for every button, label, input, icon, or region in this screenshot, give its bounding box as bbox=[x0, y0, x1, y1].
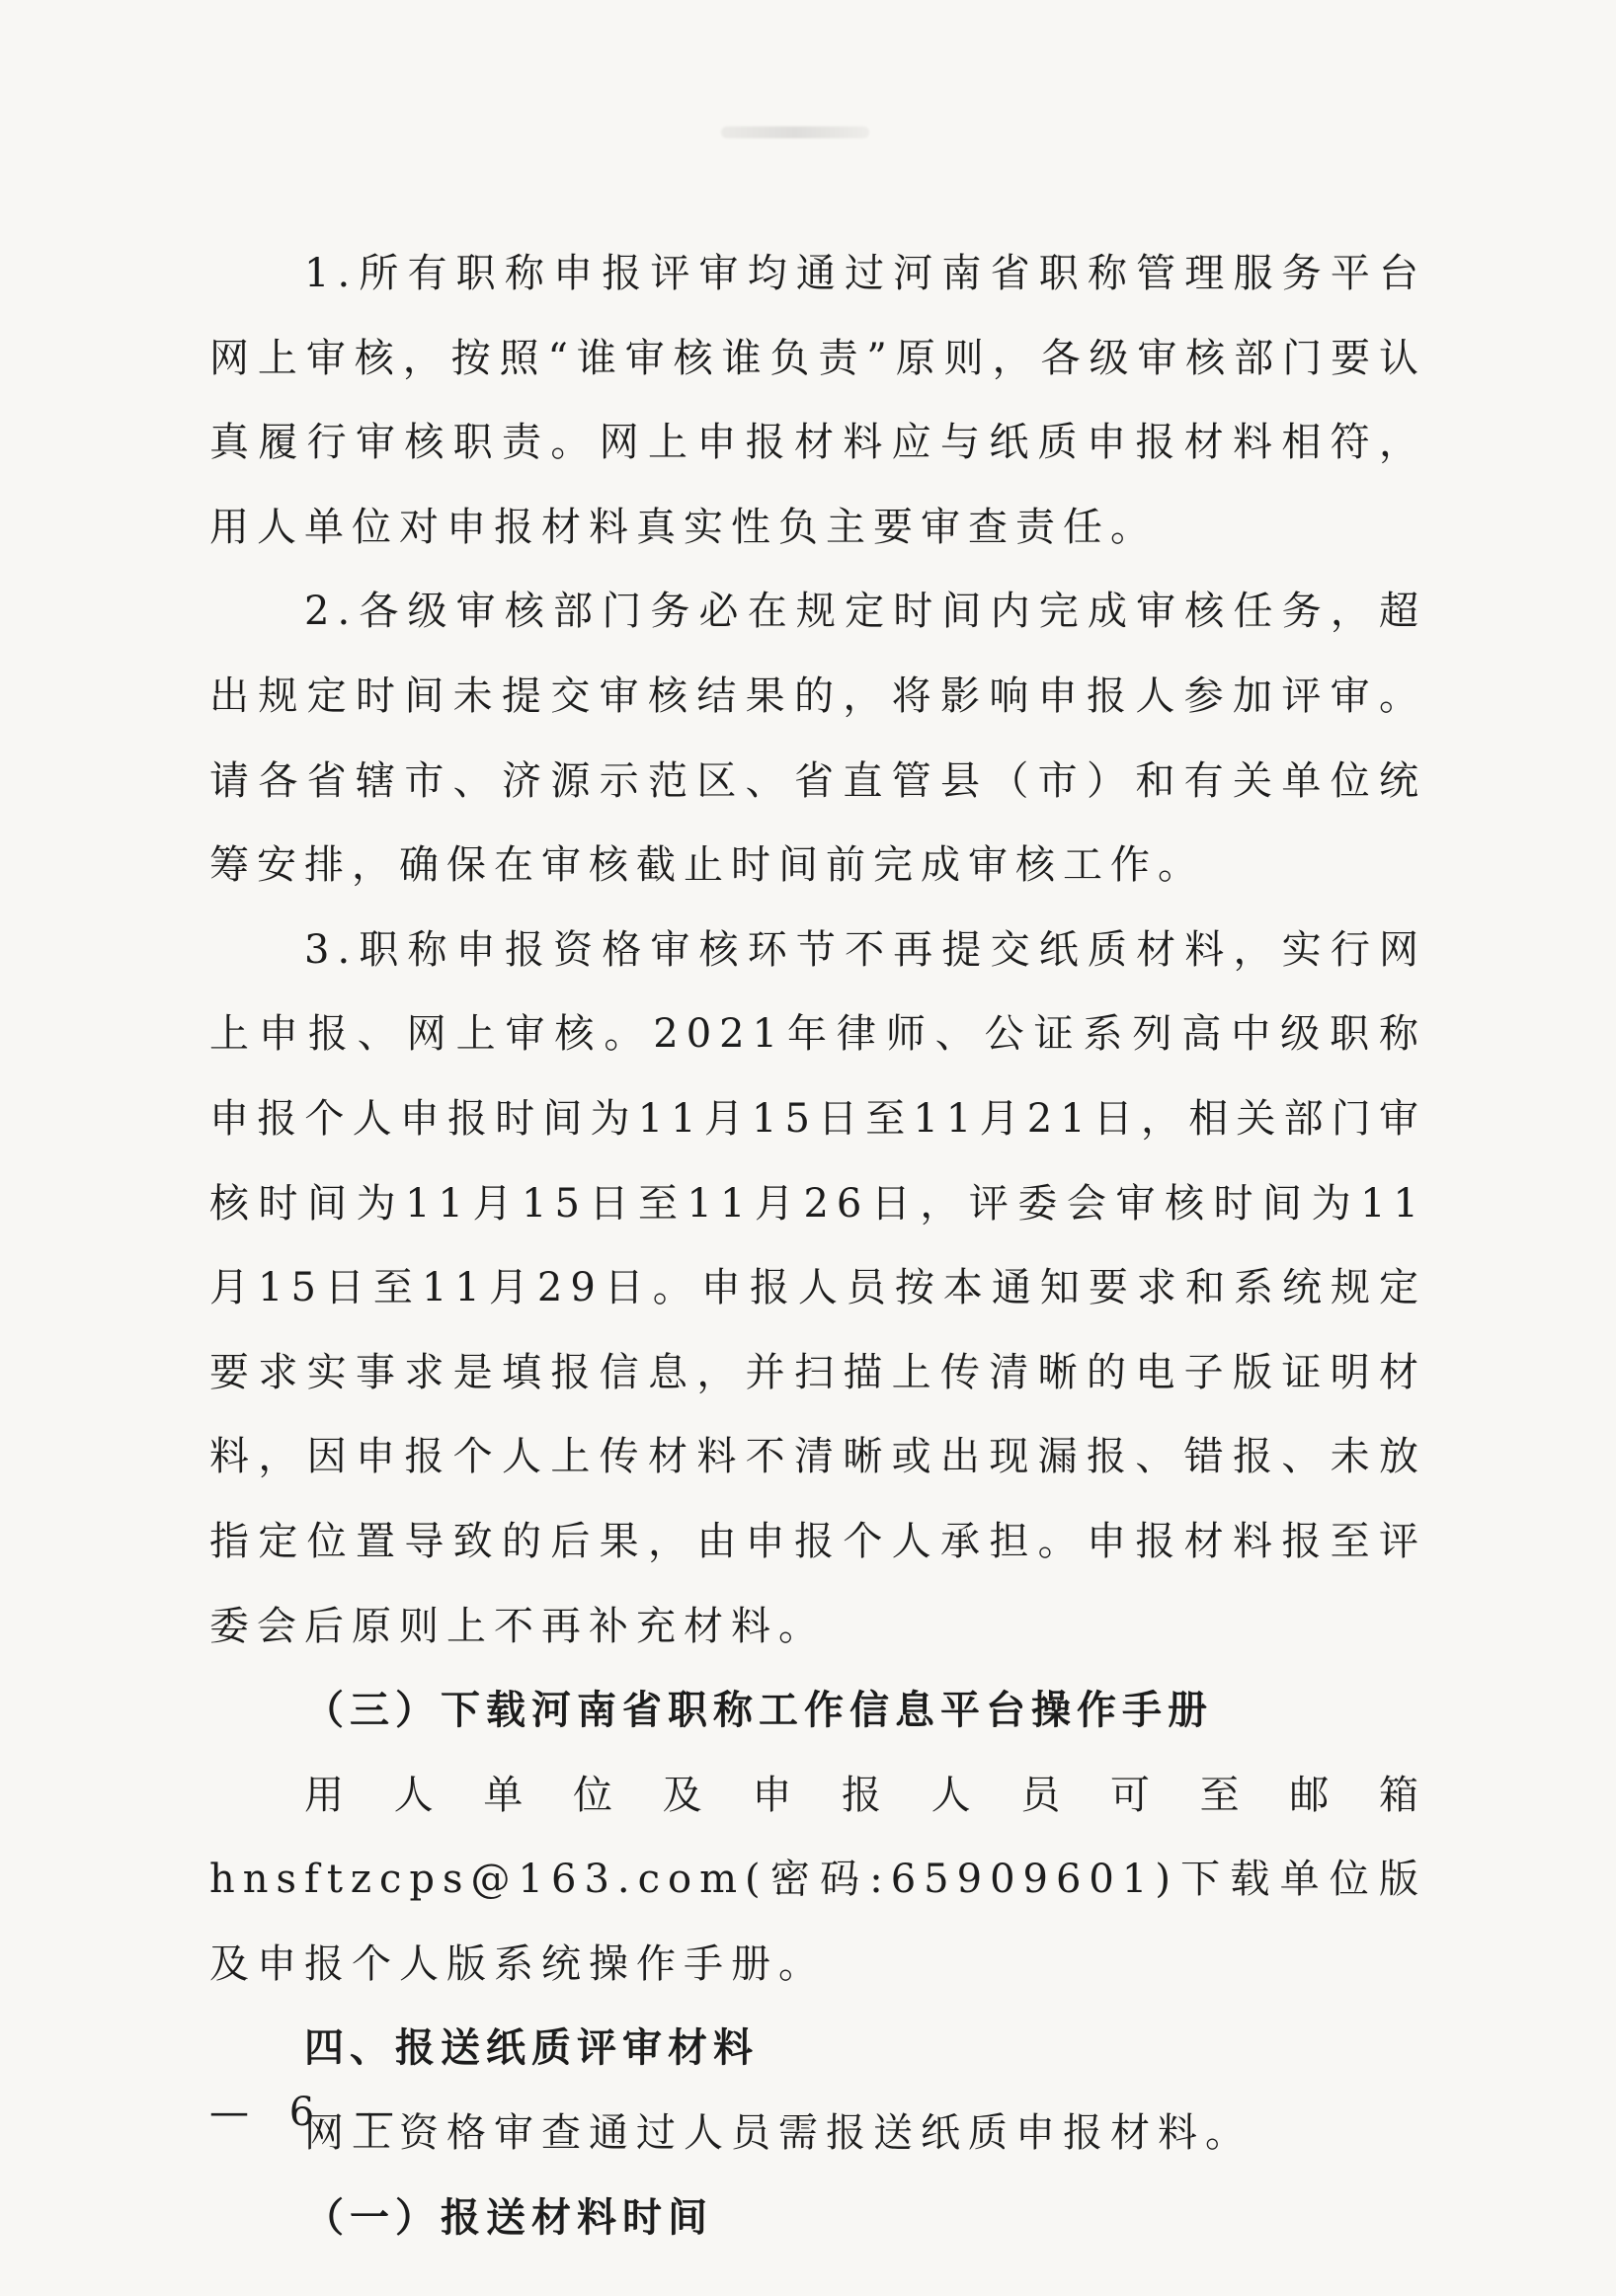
document-body bbox=[209, 232, 1426, 2260]
heading-paper-materials: 四、报送纸质评审材料 bbox=[304, 2025, 759, 2072]
paragraph-manual-email: 用人单位及申报人员可至邮箱hnsftzcps@163.com(密码:65909601)下载单位版及申报个人版系统操作手册。 bbox=[209, 1772, 1426, 1987]
heading-download-manual: （三）下载河南省职称工作信息平台操作手册 bbox=[304, 1688, 1213, 1734]
page-number: — 6 — bbox=[209, 2090, 408, 2135]
paragraph-paper-materials: 网上资格审查通过人员需报送纸质申报材料。 bbox=[304, 2110, 1252, 2157]
paragraph-review-responsibility: 1.所有职称申报评审均通过河南省职称管理服务平台网上审核，按照“谁审核谁负责”原则，各级审核部门要认真履行审核职责。网上申报材料应与纸质申报材料相符，用人单位对申报材料真实性负主要审查责任。 bbox=[209, 251, 1426, 550]
paragraph-online-submission: 3.职称申报资格审核环节不再提交纸质材料，实行网上申报、网上审核。2021年律师、公证系列高中级职称申报个人申报时间为11月15日至11月21日，相关部门审核时间为11月15日至11月26日，评委会审核时间为11月15日至11月29日。申报人员按本通知要求和系统规定要求实事求是填报信息，并扫描上传清晰的电子版证明材料，因申报个人上传材料不清晰或出现漏报、错报、未放指定位置导致的后果，由申报个人承担。申报材料报至评委会后原则上不再补充材料。 bbox=[209, 926, 1426, 1649]
heading-submission-time: （一）报送材料时间 bbox=[304, 2194, 713, 2241]
paragraph-review-deadline: 2.各级审核部门务必在规定时间内完成审核任务，超出规定时间未提交审核结果的，将影响申报人参加评审。请各省辖市、济源示范区、省直管县（市）和有关单位统筹安排，确保在审核截止时间前完成审核工作。 bbox=[209, 589, 1426, 889]
scan-artifact bbox=[721, 126, 869, 138]
